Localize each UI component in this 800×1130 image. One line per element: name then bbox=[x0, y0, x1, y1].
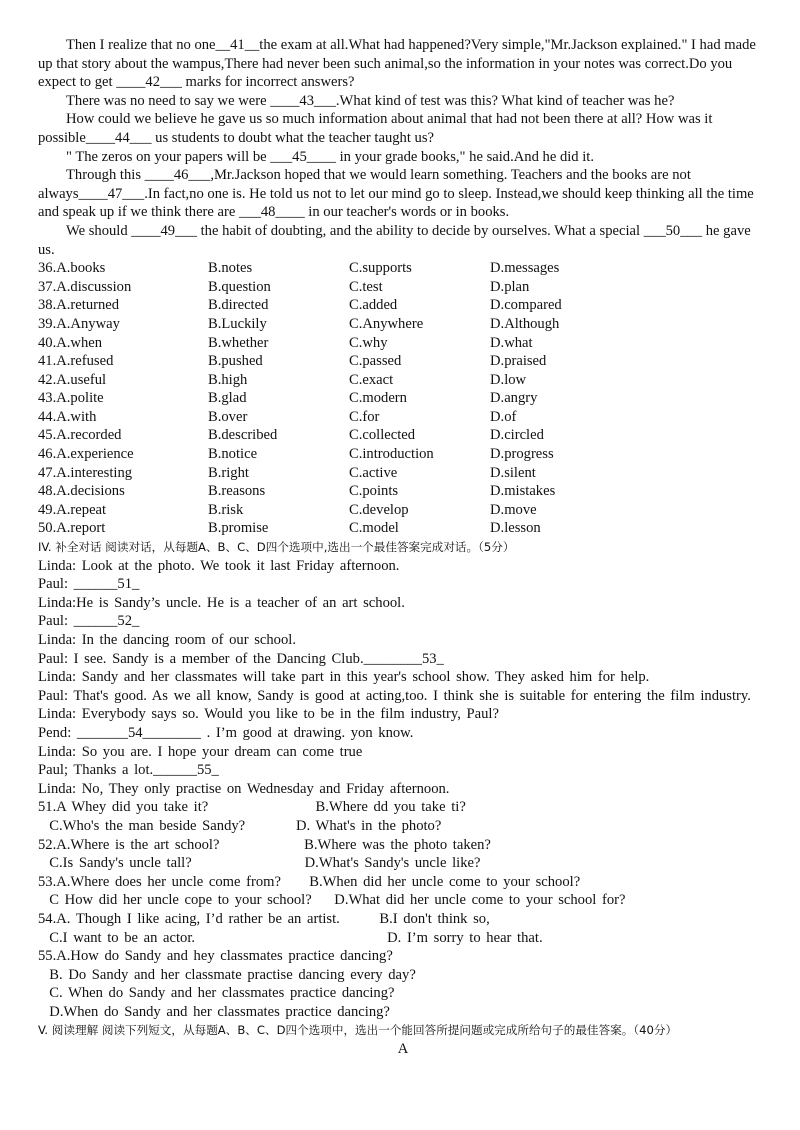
option-cell: C.collected bbox=[349, 427, 416, 444]
dialogue-line: Linda: Look at the photo. We took it last Friday afternoon. bbox=[38, 557, 400, 574]
option-cell: D.compared bbox=[490, 297, 562, 314]
dialogue-line: Linda: Everybody says so. Would you like to be in the film industry, Paul? bbox=[38, 706, 499, 723]
cloze-options-table bbox=[38, 259, 562, 538]
option-cell: C.why bbox=[349, 334, 388, 351]
option-cell: C.Anywhere bbox=[349, 315, 424, 332]
dialogue-option-line: 55.A.How do Sandy and hey classmates practice dancing? bbox=[38, 948, 393, 965]
option-cell: C.modern bbox=[349, 390, 407, 407]
dialogue-option-line: 51.A Whey did you take it? B.Where dd you take ti? bbox=[38, 799, 466, 816]
passage-a-label: A bbox=[397, 1041, 409, 1058]
passage-paragraph: Then I realize that no one__41__the exam at all.What had happened?Very simple,"Mr.Jackson explained." I had made up that story about the wampus,There had never been such animal,so the information in your notes was correct.Do you expect to get ____42___ marks for incorrect answers? bbox=[38, 37, 756, 91]
option-cell: D.what bbox=[490, 334, 533, 351]
option-cell: B.described bbox=[208, 427, 278, 444]
option-cell: D.mistakes bbox=[490, 483, 556, 500]
option-row bbox=[38, 445, 562, 464]
option-cell: C.exact bbox=[349, 371, 394, 388]
option-row bbox=[38, 389, 562, 408]
dialogue-line: Paul: ______52_ bbox=[38, 613, 140, 630]
dialogue bbox=[38, 557, 768, 799]
section-5-title: V. 阅读理解 阅读下列短文，从每题A、B、C、D四个选项中，选出一个能回答所提问题或完成所给句子的最佳答案。（40分） bbox=[38, 1023, 678, 1038]
option-row bbox=[38, 259, 562, 278]
dialogue-option-line: C.I want to be an actor. D. I’m sorry to hear that. bbox=[38, 929, 543, 946]
dialogue-line: Linda: No, They only practise on Wednesday and Friday afternoon. bbox=[38, 780, 450, 797]
option-cell: 36.A.books bbox=[38, 260, 106, 277]
dialogue-line: Linda:He is Sandy’s uncle. He is a teacher of an art school. bbox=[38, 594, 405, 611]
dialogue-option-line: C.Is Sandy's uncle tall? D.What's Sandy's uncle like? bbox=[38, 855, 481, 872]
option-cell: D.praised bbox=[490, 353, 547, 370]
option-cell: C.supports bbox=[349, 260, 412, 277]
option-cell: 50.A.report bbox=[38, 520, 106, 537]
option-cell: B.notice bbox=[208, 446, 258, 463]
option-row bbox=[38, 408, 562, 427]
option-cell: C.introduction bbox=[349, 446, 434, 463]
option-cell: C.passed bbox=[349, 353, 402, 370]
option-cell: C.model bbox=[349, 520, 399, 537]
dialogue-line: Paul: That's good. As we all know, Sandy is good at acting,too. I think she is suitable for entering the film industry. bbox=[38, 687, 751, 704]
option-cell: 42.A.useful bbox=[38, 371, 107, 388]
section-4-title: IV. 补全对话 阅读对话，从每题A、B、C、D四个选项中,选出一个最佳答案完成对话。（5分） bbox=[38, 540, 515, 555]
dialogue-option-line: C.Who's the man beside Sandy? D. What's in the photo? bbox=[38, 817, 442, 834]
passage-paragraph: Through this ____46___,Mr.Jackson hoped that we would learn something. Teachers and the books are not always____47___.In fact,no one is. He told us not to let our mind go to sleep. Instead,we should keep thinking all the time and speak up if we think there are ___48____ in our teacher's words or in books. bbox=[38, 167, 754, 221]
option-cell: D.messages bbox=[490, 260, 560, 277]
dialogue-option-line: D.When do Sandy and her classmates practice dancing? bbox=[38, 1003, 390, 1020]
option-cell: 40.A.when bbox=[38, 334, 103, 351]
option-cell: B.whether bbox=[208, 334, 269, 351]
option-cell: 37.A.discussion bbox=[38, 278, 132, 295]
option-cell: D.move bbox=[490, 501, 537, 518]
option-cell: B.promise bbox=[208, 520, 269, 537]
option-cell: 46.A.experience bbox=[38, 446, 134, 463]
option-row bbox=[38, 501, 562, 520]
option-cell: D.Although bbox=[490, 315, 560, 332]
option-row bbox=[38, 296, 562, 315]
dialogue-line: Linda: So you are. I hope your dream can come true bbox=[38, 743, 363, 760]
option-cell: 43.A.polite bbox=[38, 390, 104, 407]
dialogue-line: Linda: In the dancing room of our school. bbox=[38, 632, 296, 648]
option-cell: D.lesson bbox=[490, 520, 541, 537]
option-cell: D.progress bbox=[490, 446, 554, 463]
option-cell: 48.A.decisions bbox=[38, 483, 125, 500]
dialogue-line: Pend: _______54________ . I’m good at drawing. yon know. bbox=[38, 724, 414, 741]
passage-paragraph: We should ____49___ the habit of doubting, and the ability to decide by ourselves. What a special ___50___ he gave us. bbox=[38, 222, 751, 258]
option-cell: C.for bbox=[349, 408, 380, 425]
dialogue-option-line: B. Do Sandy and her classmate practise dancing every day? bbox=[38, 966, 416, 983]
option-cell: 39.A.Anyway bbox=[38, 315, 120, 332]
option-cell: B.risk bbox=[208, 501, 244, 518]
option-row bbox=[38, 482, 562, 501]
option-row bbox=[38, 519, 562, 538]
dialogue-option-line: 54.A. Though I like acing, I’d rather be an artist. B.I don't think so, bbox=[38, 910, 490, 927]
exam-page bbox=[38, 36, 768, 1059]
option-row bbox=[38, 315, 562, 334]
option-row bbox=[38, 426, 562, 445]
option-cell: B.high bbox=[208, 371, 248, 388]
option-cell: B.directed bbox=[208, 297, 269, 314]
option-cell: B.glad bbox=[208, 390, 247, 407]
option-cell: 45.A.recorded bbox=[38, 427, 122, 444]
passage-paragraph: How could we believe he gave us so much information about animal that had not been there at all? How was it possible____44___ us students to doubt what the teacher taught us? bbox=[38, 111, 713, 146]
dialogue-option-line: C How did her uncle cope to your school? D.What did her uncle come to your school for? bbox=[38, 892, 626, 909]
dialogue-line: Paul: ______51_ bbox=[38, 576, 140, 593]
option-cell: C.test bbox=[349, 278, 383, 295]
option-cell: B.pushed bbox=[208, 353, 263, 370]
option-row bbox=[38, 278, 562, 297]
option-cell: B.notes bbox=[208, 260, 253, 277]
option-cell: 49.A.repeat bbox=[38, 501, 107, 518]
option-cell: B.question bbox=[208, 278, 271, 295]
option-cell: C.points bbox=[349, 483, 399, 500]
dialogue-option-line: C. When do Sandy and her classmates practice dancing? bbox=[38, 985, 395, 1002]
option-cell: 38.A.returned bbox=[38, 297, 120, 314]
option-cell: D.angry bbox=[490, 390, 538, 407]
option-cell: D.circled bbox=[490, 427, 544, 444]
dialogue-line: Linda: Sandy and her classmates will take part in this year's school show. They asked him for help. bbox=[38, 669, 650, 686]
dialogue-options bbox=[38, 798, 768, 1021]
option-cell: C.develop bbox=[349, 501, 409, 518]
option-cell: D.of bbox=[490, 408, 517, 425]
option-cell: D.low bbox=[490, 371, 527, 388]
dialogue-line: Paul: I see. Sandy is a member of the Dancing Club.________53_ bbox=[38, 650, 444, 667]
option-cell: 47.A.interesting bbox=[38, 464, 133, 481]
dialogue-option-line: 53.A.Where does her uncle come from? B.When did her uncle come to your school? bbox=[38, 873, 581, 890]
option-row bbox=[38, 352, 562, 371]
dialogue-line: Paul; Thanks a lot.______55_ bbox=[38, 762, 219, 779]
option-cell: C.added bbox=[349, 297, 398, 314]
option-cell: 44.A.with bbox=[38, 408, 97, 425]
option-row bbox=[38, 371, 562, 390]
option-row bbox=[38, 464, 562, 483]
dialogue-option-line: 52.A.Where is the art school? B.Where was the photo taken? bbox=[38, 836, 491, 853]
option-row bbox=[38, 334, 562, 353]
option-cell: D.plan bbox=[490, 278, 530, 295]
option-cell: B.Luckily bbox=[208, 315, 267, 332]
passage-paragraph: " The zeros on your papers will be ___45____ in your grade books," he said.And he did it. bbox=[66, 148, 595, 165]
option-cell: B.right bbox=[208, 464, 249, 481]
option-cell: 41.A.refused bbox=[38, 353, 114, 370]
option-cell: B.reasons bbox=[208, 483, 266, 500]
cloze-passage bbox=[38, 36, 768, 259]
option-cell: D.silent bbox=[490, 464, 536, 481]
option-cell: B.over bbox=[208, 408, 248, 425]
option-cell: C.active bbox=[349, 464, 398, 481]
passage-paragraph: There was no need to say we were ____43___.What kind of test was this? What kind of teacher was he? bbox=[66, 92, 675, 109]
